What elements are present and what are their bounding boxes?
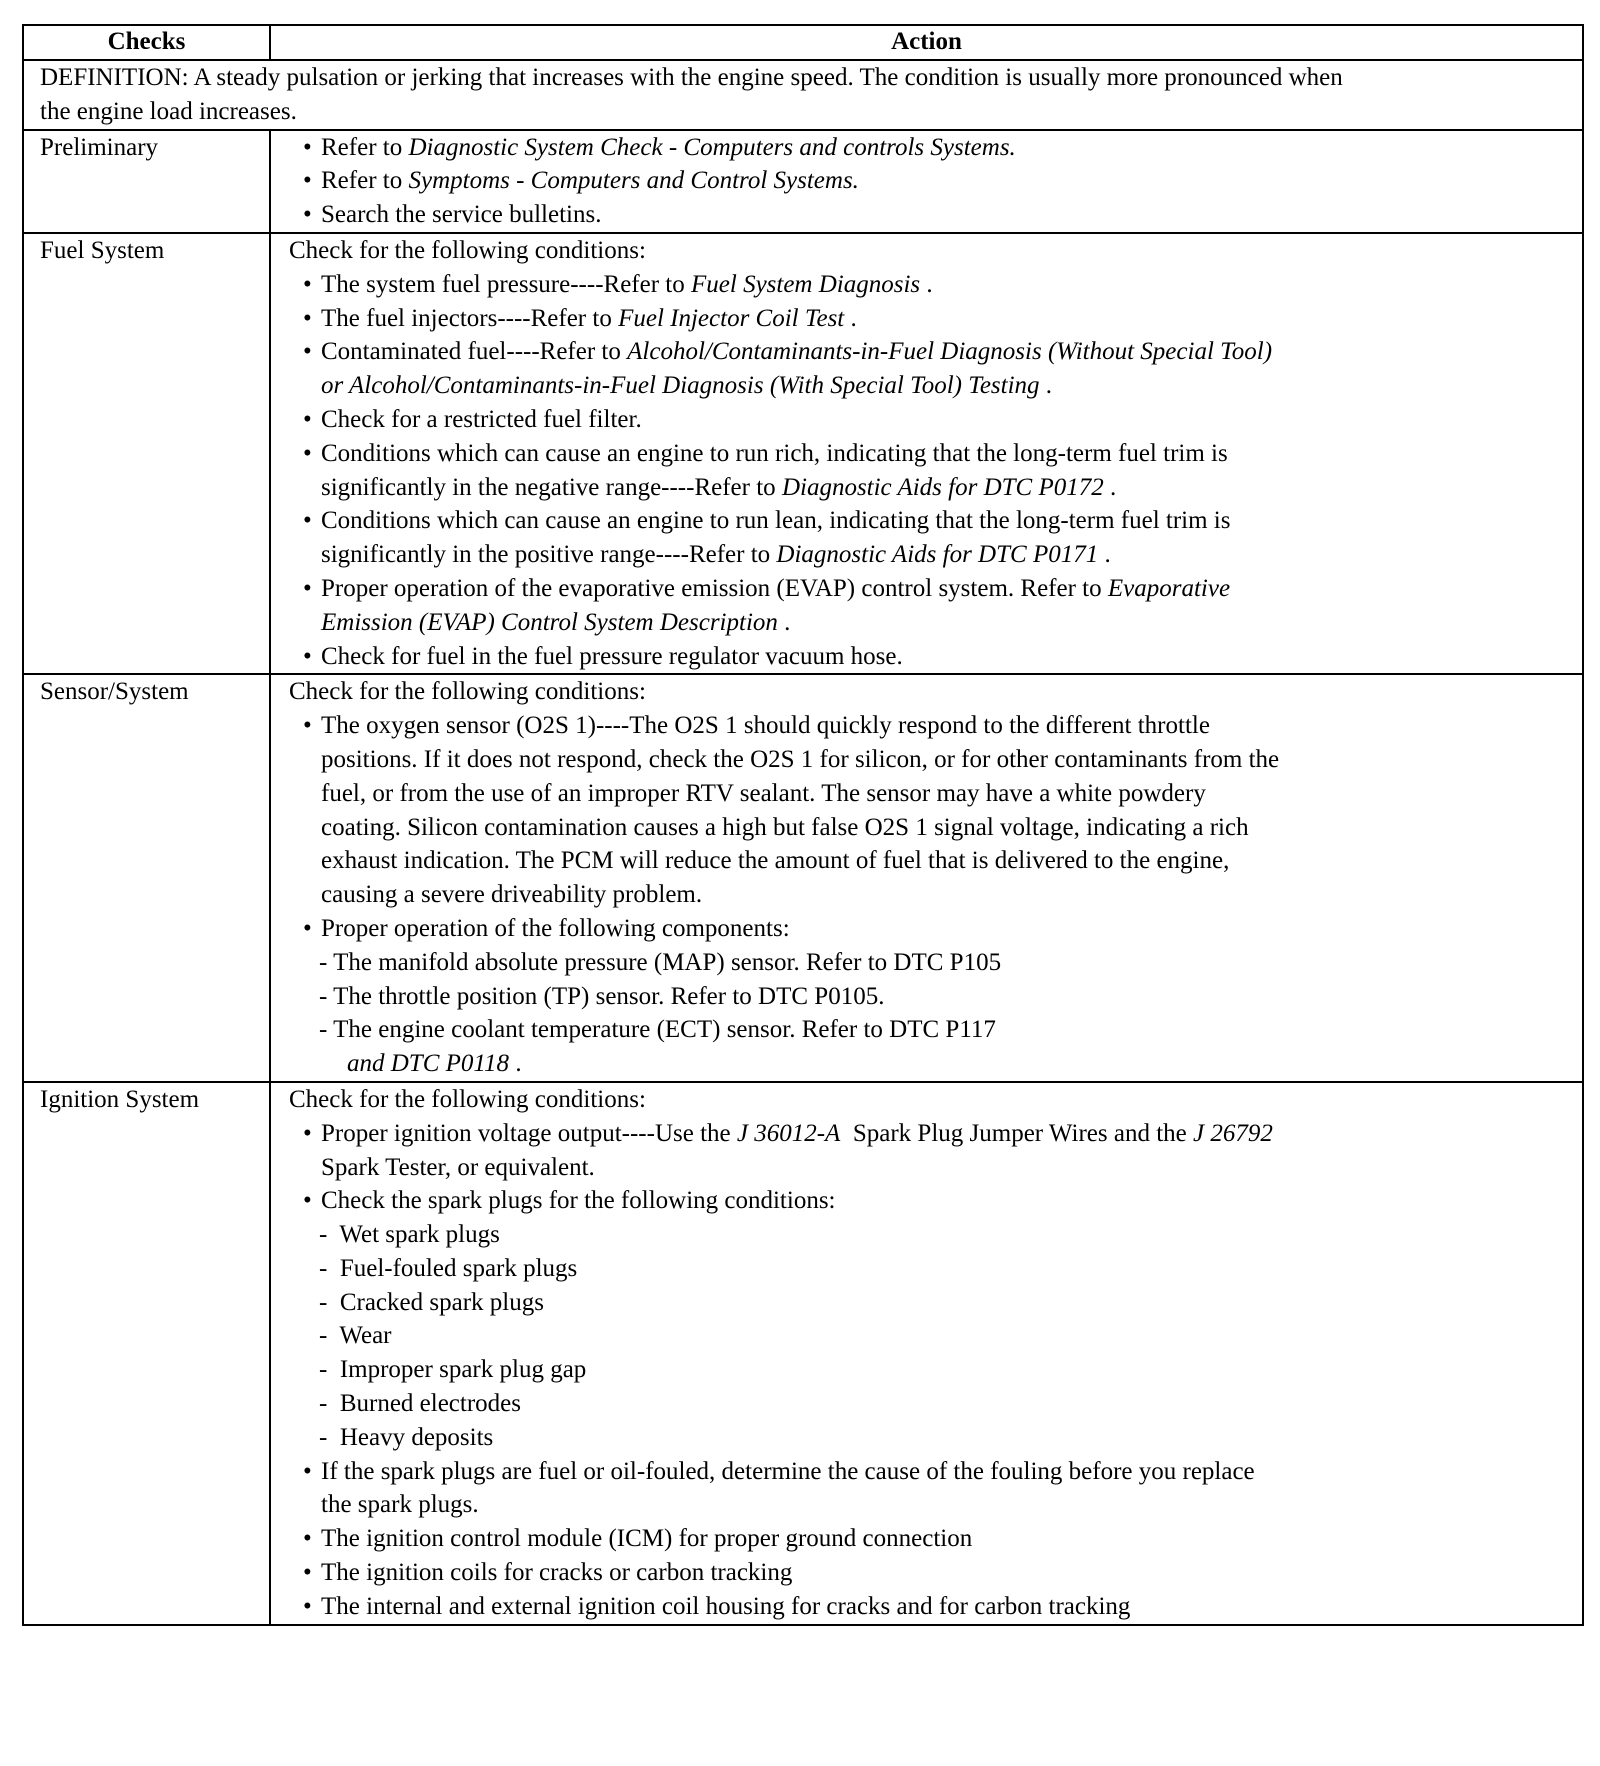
tool-reference[interactable]: J 26792 [1193, 1119, 1273, 1147]
table-row-preliminary [23, 130, 1583, 233]
sub-list-item: - Cracked spark plugs [319, 1288, 544, 1316]
list-item-text: Proper operation of the evaporative emission (EVAP) control system. Refer to [321, 574, 1108, 602]
list-item [289, 302, 1282, 336]
list-item-text: Contaminated fuel----Refer to [321, 338, 628, 366]
list-item [289, 1556, 1282, 1590]
header-action: Action [270, 25, 1583, 60]
sub-list-item: - Burned electrodes [319, 1390, 522, 1418]
check-label-ignition-system: Ignition System [23, 1082, 270, 1625]
punctuation: . [777, 608, 791, 636]
list-item [289, 268, 1282, 302]
sub-list-item: - Improper spark plug gap [319, 1356, 587, 1384]
check-label-fuel-system: Fuel System [23, 233, 270, 674]
diagnostic-table [22, 24, 1584, 1626]
action-cell-ignition-system [270, 1082, 1583, 1625]
list-item [289, 1590, 1282, 1624]
list-item [289, 403, 1282, 437]
list-item [289, 198, 1282, 232]
list-item-text: The oxygen sensor (O2S 1)----The O2S 1 should quickly respond to the different throttle positions. If it does not respond, check the O2S 1 for silicon, or for other contaminants from the fuel, or from the use of an improper RTV sealant. The sensor may have a white powdery coating. Silicon contamination causes a high but false O2S 1 signal voltage, indicating a rich exhaust indication. The PCM will reduce the amount of fuel that is delivered to the engine, causing a severe driveability problem. [321, 712, 1280, 909]
list-item-text: Refer to [321, 167, 409, 195]
punctuation: . [920, 270, 933, 298]
list-item-text: The fuel injectors----Refer to [321, 304, 619, 332]
reference-link[interactable]: Diagnostic Aids for DTC P0171 [776, 541, 1099, 569]
sub-list-item: - Wear [319, 1322, 392, 1350]
sub-list-item: - Heavy deposits [319, 1423, 494, 1451]
punctuation: . [844, 304, 857, 332]
list-item [289, 640, 1282, 674]
action-cell-fuel-system [270, 233, 1583, 674]
reference-link[interactable]: Fuel Injector Coil Test [618, 304, 845, 332]
list-item-text: Conditions which can cause an engine to run lean, indicating that the long-term fuel trim is significantly in the positive range----Refer to [321, 507, 1231, 569]
reference-link[interactable]: Fuel System Diagnosis [691, 270, 921, 298]
list-item-text: Conditions which can cause an engine to run rich, indicating that the long-term fuel trim is significantly in the negative range----Refer to [321, 439, 1228, 501]
punctuation: . [1039, 372, 1053, 400]
action-cell-preliminary [270, 130, 1583, 233]
list-item-text: The internal and external ignition coil housing for cracks and for carbon tracking [321, 1592, 1131, 1620]
list-item-text: Proper operation of the following components: [321, 914, 790, 942]
conditions-intro: Check for the following conditions: [289, 678, 646, 706]
list-item [289, 164, 1282, 198]
sub-list-item: - Fuel-fouled spark plugs [319, 1254, 578, 1282]
reference-link[interactable]: Diagnostic System Check - Computers and controls Systems. [408, 133, 1016, 161]
conditions-intro: Check for the following conditions: [289, 1085, 646, 1113]
list-item [289, 335, 1282, 403]
definition-text: DEFINITION: A steady pulsation or jerking that increases with the engine speed. The condition is usually more pronounced when the engine load increases. [23, 60, 1583, 130]
list-item [289, 572, 1282, 640]
list-item-text: The ignition control module (ICM) for proper ground connection [321, 1525, 973, 1553]
list-item-text: Spark Plug Jumper Wires and the [840, 1119, 1193, 1147]
reference-link[interactable]: Alcohol/Contaminants-in-Fuel Diagnosis (Without Special Tool) or Alcohol/Contaminants-in-Fuel Diagnosis (With Special Tool) Testing [321, 338, 1273, 400]
list-item-text: Check the spark plugs for the following conditions: [321, 1187, 836, 1215]
list-item-text: If the spark plugs are fuel or oil-fouled, determine the cause of the fouling before you replace the spark plugs. [321, 1457, 1255, 1519]
punctuation: . [1103, 473, 1117, 501]
reference-link[interactable]: Symptoms - Computers and Control Systems. [408, 167, 859, 195]
action-cell-sensor-system [270, 674, 1583, 1082]
definition-row [23, 60, 1583, 130]
list-item-text: Check for a restricted fuel filter. [321, 405, 642, 433]
list-item [289, 912, 1282, 946]
check-label-sensor-system: Sensor/System [23, 674, 270, 1082]
list-item [289, 437, 1282, 505]
reference-link[interactable]: Evaporative Emission (EVAP) Control System Description [321, 574, 1231, 636]
sub-list-item: - The engine coolant temperature (ECT) sensor. Refer to DTC P117 [319, 1016, 996, 1044]
list-item-text: Search the service bulletins. [321, 201, 602, 229]
check-label-preliminary: Preliminary [23, 130, 270, 233]
punctuation: . [509, 1050, 522, 1078]
list-item-text: Refer to [321, 133, 409, 161]
list-item [289, 1522, 1282, 1556]
table-row-fuel-system [23, 233, 1583, 674]
conditions-intro: Check for the following conditions: [289, 236, 646, 264]
list-item-text: The ignition coils for cracks or carbon tracking [321, 1559, 793, 1587]
list-item [289, 709, 1282, 912]
sub-list-item: - The throttle position (TP) sensor. Refer to DTC P0105. [319, 982, 885, 1010]
list-item-text: The system fuel pressure----Refer to [321, 270, 691, 298]
table-header-row [23, 25, 1583, 60]
reference-link[interactable]: and DTC P0118 [347, 1050, 510, 1078]
list-item [289, 1117, 1286, 1185]
list-item [289, 131, 1282, 165]
list-item [289, 1455, 1282, 1523]
table-row-ignition-system [23, 1082, 1583, 1625]
list-item-text: Check for fuel in the fuel pressure regulator vacuum hose. [321, 642, 903, 670]
header-checks: Checks [23, 25, 270, 60]
sub-list-item: - The manifold absolute pressure (MAP) sensor. Refer to DTC P105 [319, 948, 1002, 976]
list-item [289, 504, 1282, 572]
list-item-text: Proper ignition voltage output----Use the [321, 1119, 737, 1147]
sub-list-item: - Wet spark plugs [319, 1221, 500, 1249]
punctuation: . [1098, 541, 1111, 569]
tool-reference[interactable]: J 36012-A [736, 1119, 841, 1147]
sub-list-item-continuation [289, 1047, 1282, 1081]
list-item-text: Spark Tester, or equivalent. [321, 1119, 1286, 1181]
reference-link[interactable]: Diagnostic Aids for DTC P0172 [781, 473, 1104, 501]
table-row-sensor-system [23, 674, 1583, 1082]
list-item [289, 1184, 1282, 1218]
